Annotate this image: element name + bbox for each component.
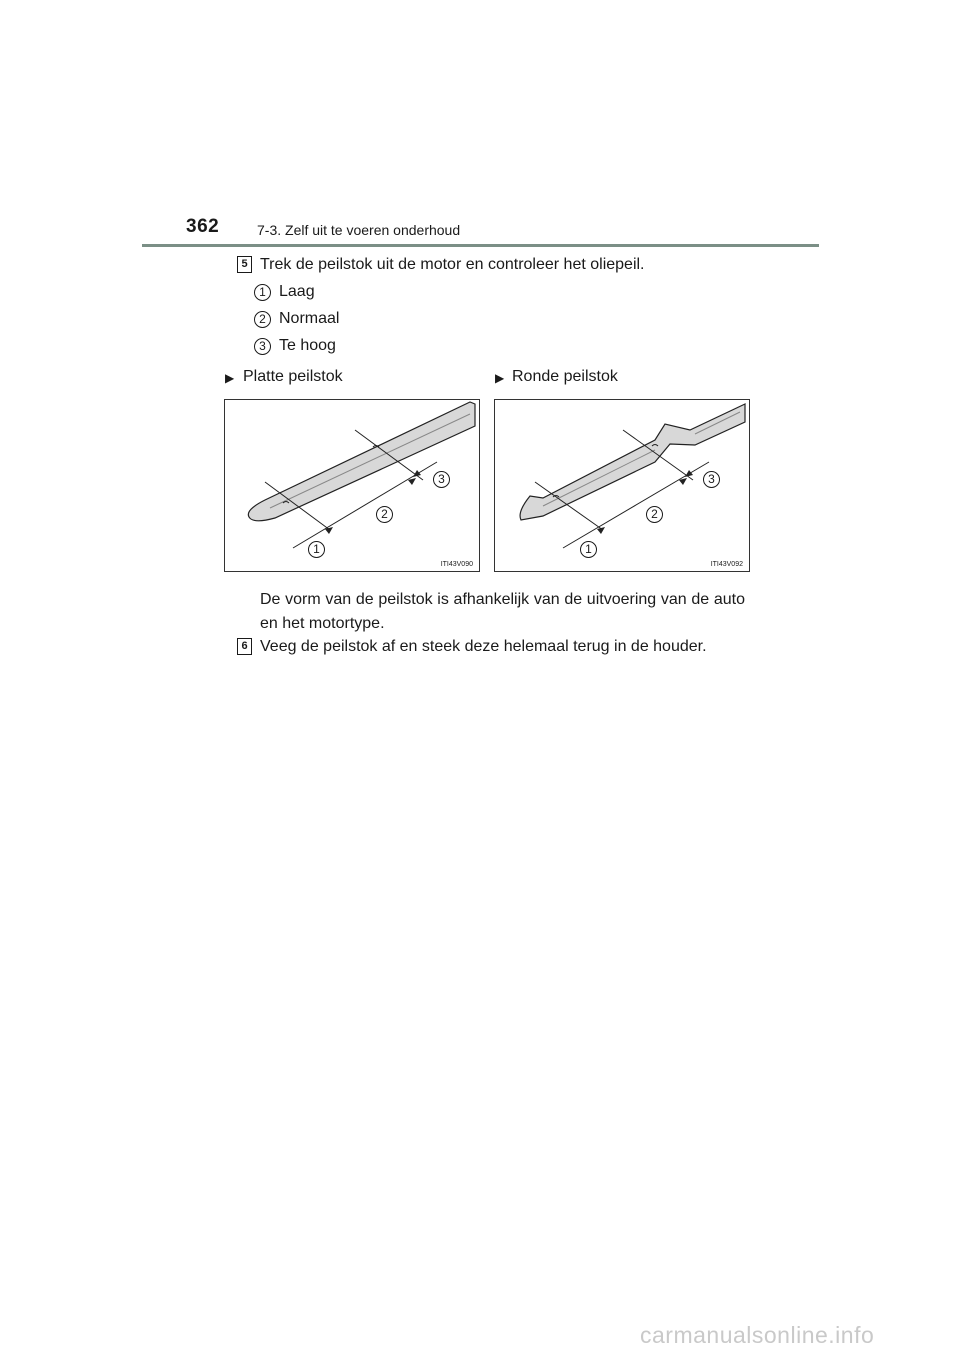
step-5-text: Trek de peilstok uit de motor en controleer het oliepeil. — [260, 256, 645, 273]
header-divider — [142, 244, 819, 247]
flat-dipstick-figure — [224, 399, 480, 572]
callout-1: 1 — [580, 541, 597, 558]
step-6-badge: 6 — [237, 638, 252, 655]
callout-3: 3 — [433, 471, 450, 488]
step-6-text: Veeg de peilstok af en steek deze helemaal terug in de houder. — [260, 638, 707, 655]
step-5-badge: 5 — [237, 256, 252, 273]
callout-1: 1 — [308, 541, 325, 558]
legend-2-number: 2 — [254, 311, 271, 328]
legend-3-number: 3 — [254, 338, 271, 355]
callout-2: 2 — [646, 506, 663, 523]
section-title: 7-3. Zelf uit te voeren onderhoud — [257, 222, 461, 238]
dipstick-note: De vorm van de peilstok is afhankelijk van de uitvoering van de auto en het motortype. — [260, 591, 745, 632]
page-number: 362 — [186, 216, 220, 237]
round-dipstick-figure — [494, 399, 750, 572]
figure-code: ITI43V092 — [710, 561, 743, 568]
watermark: carmanualsonline.info — [640, 1322, 875, 1348]
triangle-bullet-icon: ▶ — [495, 371, 505, 385]
callout-3: 3 — [703, 471, 720, 488]
figure-left-caption: Platte peilstok — [243, 368, 343, 385]
callout-2: 2 — [376, 506, 393, 523]
figure-code: ITI43V090 — [440, 561, 473, 568]
legend-3-label: Te hoog — [279, 337, 336, 354]
legend-2-label: Normaal — [279, 310, 340, 327]
legend-1-number: 1 — [254, 284, 271, 301]
legend-1-label: Laag — [279, 283, 315, 300]
figure-right-caption: Ronde peilstok — [512, 368, 618, 385]
triangle-bullet-icon: ▶ — [225, 371, 235, 385]
